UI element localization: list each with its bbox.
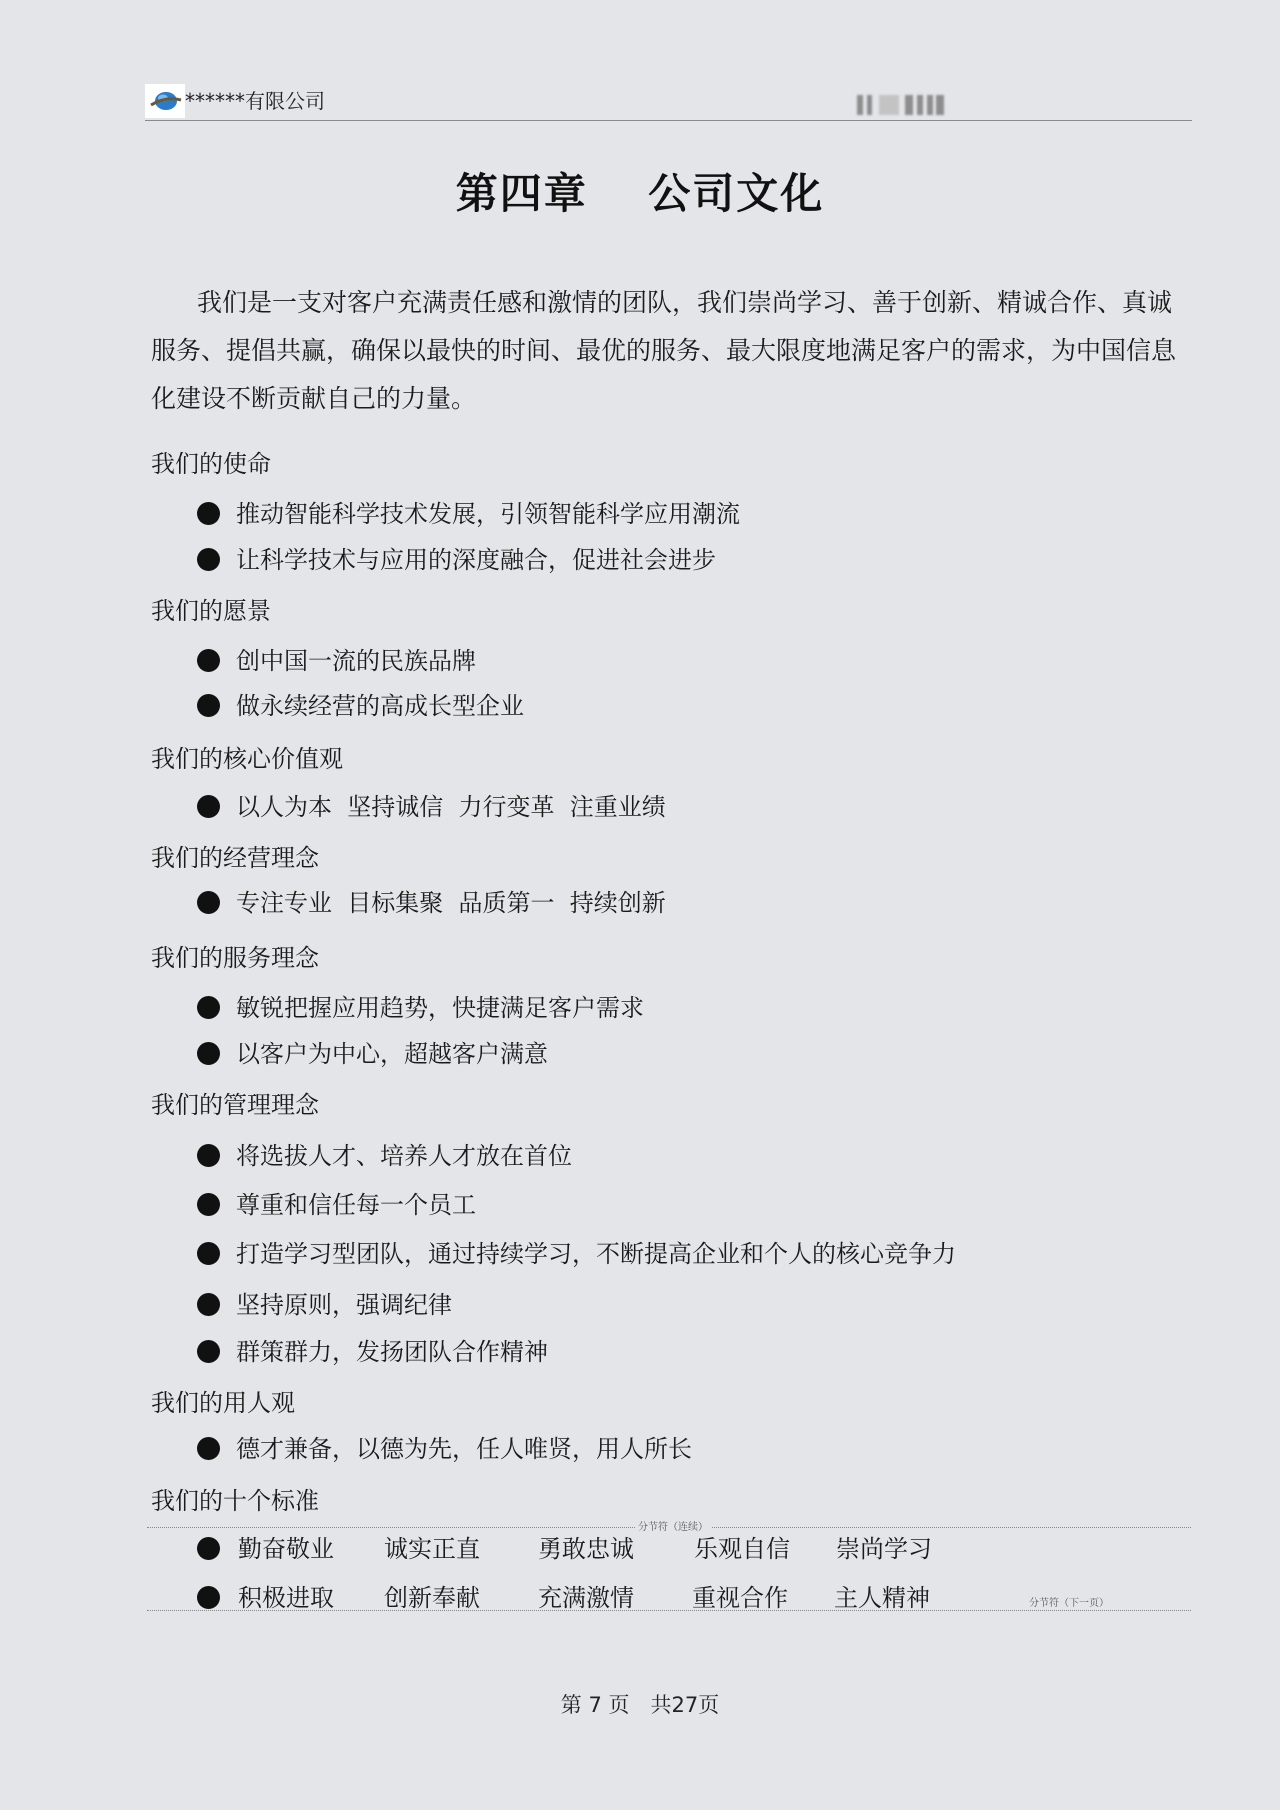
bullet-icon xyxy=(197,1293,220,1316)
standard-item: 创新奉献 xyxy=(384,1584,480,1612)
list-item: 专注专业 目标集聚 品质第一 持续创新 xyxy=(197,888,666,918)
standard-item: 主人精神 xyxy=(834,1584,930,1612)
intro-paragraph: 我们是一支对客户充满责任感和激情的团队，我们崇尚学习、善于创新、精诚合作、真诚服务、提倡共赢，确保以最快的时间、最优的服务、最大限度地满足客户的需求，为中国信息化建设不断贡献自己的力量。 xyxy=(151,288,1177,413)
list-item: 坚持原则，强调纪律 xyxy=(197,1290,452,1320)
list-item: 让科学技术与应用的深度融合，促进社会进步 xyxy=(197,545,716,575)
section-break-continuous-label: 分节符（连续） xyxy=(635,1522,711,1534)
bullet-icon xyxy=(197,649,220,672)
bullet-icon xyxy=(197,1042,220,1065)
standard-item: 崇尚学习 xyxy=(836,1535,932,1563)
standard-item: 勤奋敬业 xyxy=(238,1535,334,1563)
globe-logo-icon xyxy=(145,84,185,118)
bullet-icon xyxy=(197,1340,220,1363)
list-item: 推动智能科学技术发展，引领智能科学应用潮流 xyxy=(197,499,740,529)
company-name: ******有限公司 xyxy=(185,89,325,113)
section-break-next-page xyxy=(147,1610,1191,1611)
bullet-icon xyxy=(197,694,220,717)
bullet-icon xyxy=(197,1586,220,1609)
standard-item: 积极进取 xyxy=(238,1584,334,1612)
list-item: 德才兼备，以德为先，任人唯贤，用人所长 xyxy=(197,1434,692,1464)
section-title: 我们的核心价值观 xyxy=(151,745,343,773)
bullet-icon xyxy=(197,548,220,571)
list-item: 群策群力，发扬团队合作精神 xyxy=(197,1337,548,1367)
standard-item: 勇敢忠诚 xyxy=(538,1535,634,1563)
section-title: 我们的经营理念 xyxy=(151,844,319,872)
section-title: 我们的用人观 xyxy=(151,1389,295,1417)
list-item: 尊重和信任每一个员工 xyxy=(197,1190,476,1220)
standards-row xyxy=(197,1583,930,1613)
chapter-title: 第四章 公司文化 xyxy=(455,169,825,218)
standards-row xyxy=(197,1534,932,1564)
list-item: 打造学习型团队，通过持续学习，不断提高企业和个人的核心竞争力 xyxy=(197,1239,956,1269)
standard-item: 充满激情 xyxy=(538,1584,634,1612)
section-title: 我们的十个标准 xyxy=(151,1487,319,1515)
bullet-icon xyxy=(197,795,220,818)
list-item: 以客户为中心，超越客户满意 xyxy=(197,1039,548,1069)
list-item: 敏锐把握应用趋势，快捷满足客户需求 xyxy=(197,993,644,1023)
section-title: 我们的使命 xyxy=(151,450,271,478)
section-title: 我们的服务理念 xyxy=(151,944,319,972)
list-item: 以人为本 坚持诚信 力行变革 注重业绩 xyxy=(197,792,666,822)
section-break-next-page-label: 分节符（下一页） xyxy=(1026,1598,1112,1610)
bullet-icon xyxy=(197,1144,220,1167)
bullet-icon xyxy=(197,1193,220,1216)
list-item: 将选拔人才、培养人才放在首位 xyxy=(197,1141,572,1171)
bullet-icon xyxy=(197,1242,220,1265)
redacted-document-title xyxy=(857,95,947,115)
bullet-icon xyxy=(197,502,220,525)
standard-item: 诚实正直 xyxy=(384,1535,480,1563)
list-item: 做永续经营的高成长型企业 xyxy=(197,691,524,721)
bullet-icon xyxy=(197,1537,220,1560)
list-item: 创中国一流的民族品牌 xyxy=(197,646,476,676)
section-title: 我们的管理理念 xyxy=(151,1091,319,1119)
standard-item: 乐观自信 xyxy=(694,1535,790,1563)
page-header xyxy=(145,84,1192,121)
bullet-icon xyxy=(197,891,220,914)
section-title: 我们的愿景 xyxy=(151,597,271,625)
bullet-icon xyxy=(197,996,220,1019)
standard-item: 重视合作 xyxy=(692,1584,788,1612)
page-number: 第 7 页 共27页 xyxy=(560,1693,720,1717)
bullet-icon xyxy=(197,1437,220,1460)
